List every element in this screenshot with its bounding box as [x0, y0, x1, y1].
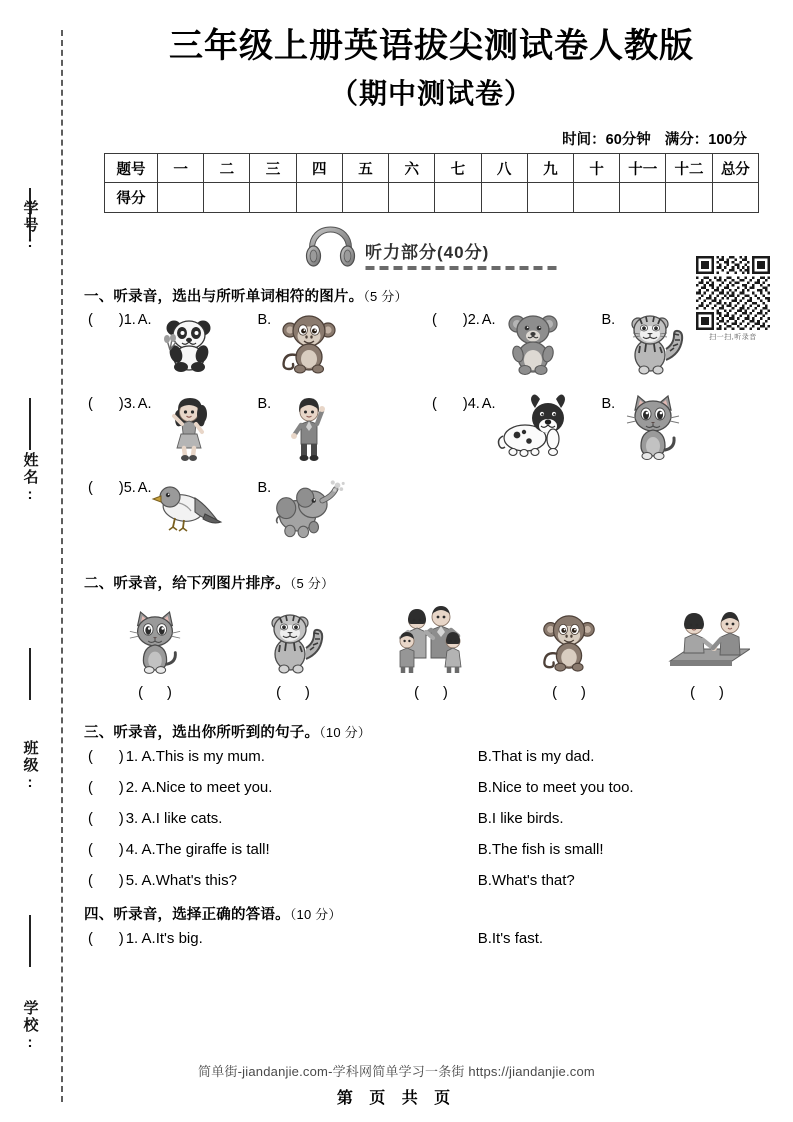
option-b-label: B. — [257, 480, 272, 497]
score-input-3[interactable] — [250, 183, 296, 213]
option-a-text: A.I like cats. — [141, 810, 223, 828]
exam-meta — [70, 128, 747, 149]
option-a-text: A.Nice to meet you. — [141, 779, 273, 797]
cat-icon — [615, 394, 691, 468]
choice-row — [88, 478, 793, 552]
question-4-points: （10 分） — [289, 907, 342, 923]
list-item[interactable] — [500, 601, 638, 701]
item-number: 5. — [125, 872, 139, 890]
option-a-label: A. — [481, 396, 496, 413]
listening-section-label: 听力部分(40分) — [365, 243, 490, 263]
option-a-text: A.The giraffe is tall! — [141, 841, 270, 859]
two-kids-talking-icon — [638, 601, 776, 677]
option-b-label: B. — [257, 396, 272, 413]
headphones-icon — [303, 223, 357, 272]
item-number: 4. — [125, 841, 139, 859]
score-input-1[interactable] — [158, 183, 204, 213]
score-col-total: 总分 — [712, 154, 758, 183]
score-col-9: 九 — [527, 154, 573, 183]
dog-icon — [495, 394, 571, 468]
list-item[interactable] — [88, 779, 793, 796]
row-label-question-no: 题号 — [105, 154, 158, 183]
option-b-text: B.I like birds. — [477, 810, 564, 828]
margin-label-student-id: 学号: — [21, 200, 39, 253]
answer-blank[interactable]: ( ) — [552, 685, 586, 702]
answer-blank[interactable]: ( ) — [138, 685, 172, 702]
option-b-label: B. — [257, 312, 272, 329]
qr-code-block[interactable] — [691, 256, 775, 342]
margin-rule — [29, 398, 31, 450]
item-number: 2. — [125, 779, 139, 797]
listening-dashed-underline — [365, 266, 560, 270]
list-item[interactable] — [638, 601, 776, 701]
table-row-scores — [105, 183, 759, 213]
answer-blank[interactable]: ( ) — [88, 811, 124, 828]
list-item[interactable] — [362, 601, 500, 701]
answer-blank[interactable]: ( ) — [88, 480, 124, 497]
question-3-heading — [84, 721, 793, 742]
exam-page — [70, 0, 793, 1122]
qr-code-image[interactable] — [696, 256, 770, 330]
margin-rule — [29, 648, 31, 700]
option-a-text: A.It's big. — [141, 930, 203, 948]
question-1-points: （5 分） — [363, 289, 408, 305]
answer-blank[interactable]: ( ) — [88, 931, 124, 948]
answer-blank[interactable]: ( ) — [88, 749, 124, 766]
score-input-7[interactable] — [435, 183, 481, 213]
score-input-total[interactable] — [712, 183, 758, 213]
monkey-icon — [271, 310, 347, 384]
list-item[interactable] — [88, 810, 793, 827]
option-a-label: A. — [137, 312, 152, 329]
elephant-icon — [271, 478, 347, 552]
answer-blank[interactable]: ( ) — [88, 396, 124, 413]
question-3-title: 三、听录音，选出你所听到的句子。 — [84, 725, 320, 742]
fold-dashed-line — [61, 30, 63, 1102]
score-input-11[interactable] — [620, 183, 666, 213]
panda-icon — [151, 310, 227, 384]
score-col-4: 四 — [296, 154, 342, 183]
margin-field-name — [8, 452, 52, 510]
margin-label-school: 学校: — [21, 1000, 39, 1053]
list-item[interactable] — [88, 310, 432, 384]
margin-rule — [29, 915, 31, 967]
list-item[interactable] — [88, 841, 793, 858]
item-number: 2. — [467, 312, 480, 329]
margin-field-class — [8, 740, 52, 798]
margin-field-student-id — [8, 200, 52, 258]
item-number: 3. — [125, 810, 139, 828]
tiger-icon — [224, 601, 362, 677]
score-table-wrapper — [104, 153, 759, 213]
exam-full-score: 满分：100分 — [664, 132, 747, 149]
left-margin-strip — [0, 0, 70, 1122]
score-col-1: 一 — [158, 154, 204, 183]
score-input-12[interactable] — [666, 183, 712, 213]
score-col-8: 八 — [481, 154, 527, 183]
list-item[interactable] — [88, 872, 793, 889]
answer-blank[interactable]: ( ) — [88, 312, 124, 329]
footer-page-number: 第 页 共 页 — [336, 1090, 457, 1107]
score-input-9[interactable] — [527, 183, 573, 213]
margin-label-name: 姓名: — [21, 452, 39, 505]
answer-blank[interactable]: ( ) — [88, 780, 124, 797]
option-b-text: B.Nice to meet you too. — [477, 779, 634, 797]
answer-blank[interactable]: ( ) — [276, 685, 310, 702]
item-number: 1. — [125, 930, 139, 948]
answer-blank[interactable]: ( ) — [414, 685, 448, 702]
question-3-points: （10 分） — [319, 725, 371, 741]
score-table — [104, 153, 759, 213]
option-a-label: A. — [137, 396, 152, 413]
score-col-12: 十二 — [666, 154, 712, 183]
question-3-items — [88, 748, 793, 889]
score-col-11: 十一 — [620, 154, 666, 183]
answer-blank[interactable]: ( ) — [432, 396, 468, 413]
score-input-5[interactable] — [342, 183, 388, 213]
question-2-title: 二、听录音，给下列图片排序。 — [84, 576, 290, 593]
item-number: 5. — [123, 480, 136, 497]
tiger-icon — [615, 310, 691, 384]
row-label-score: 得分 — [105, 183, 158, 213]
boy-icon — [271, 394, 347, 468]
item-number: 4. — [467, 396, 480, 413]
listening-section-banner — [70, 223, 793, 271]
item-number: 3. — [123, 396, 136, 413]
option-a-label: A. — [481, 312, 496, 329]
list-item[interactable] — [88, 478, 432, 552]
list-item[interactable] — [224, 601, 362, 701]
score-input-10[interactable] — [573, 183, 619, 213]
score-col-3: 三 — [250, 154, 296, 183]
score-col-2: 二 — [204, 154, 250, 183]
choice-row — [88, 310, 793, 384]
answer-blank[interactable]: ( ) — [690, 685, 724, 702]
bear-icon — [495, 310, 571, 384]
score-col-10: 十 — [573, 154, 619, 183]
list-item[interactable] — [88, 394, 432, 468]
question-4-heading — [84, 903, 793, 924]
score-input-2[interactable] — [204, 183, 250, 213]
answer-blank[interactable]: ( ) — [88, 873, 124, 890]
score-input-6[interactable] — [389, 183, 435, 213]
page-footer — [0, 1061, 793, 1108]
score-col-6: 六 — [389, 154, 435, 183]
option-a-text: A.This is my mum. — [141, 748, 265, 766]
option-a-text: A.What's this? — [141, 872, 237, 890]
exam-time: 时间：60分钟 — [562, 132, 651, 149]
family-icon — [362, 601, 500, 677]
cat-icon — [86, 601, 224, 677]
item-number: 1. — [123, 312, 136, 329]
margin-field-school — [8, 1000, 52, 1058]
bird-icon — [151, 478, 227, 552]
option-b-text: B.It's fast. — [477, 930, 544, 948]
score-input-4[interactable] — [296, 183, 342, 213]
margin-label-class: 班级: — [21, 740, 39, 793]
footer-source: 简单街-jiandanjie.com-学科网简单学习一条街 https://jiandanjie.com — [198, 1064, 595, 1079]
list-item[interactable] — [432, 394, 776, 468]
qr-code-caption: 扫一扫,听录音 — [709, 334, 757, 341]
option-b-text: B.That is my dad. — [477, 748, 595, 766]
answer-blank[interactable]: ( ) — [432, 312, 468, 329]
table-row-question-numbers — [105, 154, 759, 183]
score-col-7: 七 — [435, 154, 481, 183]
option-b-label: B. — [601, 312, 616, 329]
option-b-text: B.What's that? — [477, 872, 575, 890]
girl-icon — [151, 394, 227, 468]
question-4-items — [88, 930, 793, 947]
list-item[interactable] — [88, 930, 793, 947]
question-2-points: （5 分） — [289, 576, 335, 592]
choice-row — [88, 394, 793, 468]
question-1-items — [88, 310, 793, 552]
question-1-title: 一、听录音，选出与所听单词相符的图片。 — [84, 289, 364, 306]
score-input-8[interactable] — [481, 183, 527, 213]
page-subtitle: （期中测试卷） — [329, 78, 533, 110]
answer-blank[interactable]: ( ) — [88, 842, 124, 859]
question-2-picture-row — [86, 601, 793, 701]
score-col-5: 五 — [342, 154, 388, 183]
option-a-label: A. — [137, 480, 152, 497]
question-2-heading — [84, 572, 793, 593]
option-b-label: B. — [601, 396, 616, 413]
monkey-icon — [500, 601, 638, 677]
list-item[interactable] — [86, 601, 224, 701]
question-1-heading — [84, 285, 793, 306]
page-title: 三年级上册英语拔尖测试卷人教版 — [169, 27, 694, 65]
item-number: 1. — [125, 748, 139, 766]
question-4-title: 四、听录音，选择正确的答语。 — [84, 907, 290, 924]
option-b-text: B.The fish is small! — [477, 841, 604, 859]
list-item[interactable] — [88, 748, 793, 765]
